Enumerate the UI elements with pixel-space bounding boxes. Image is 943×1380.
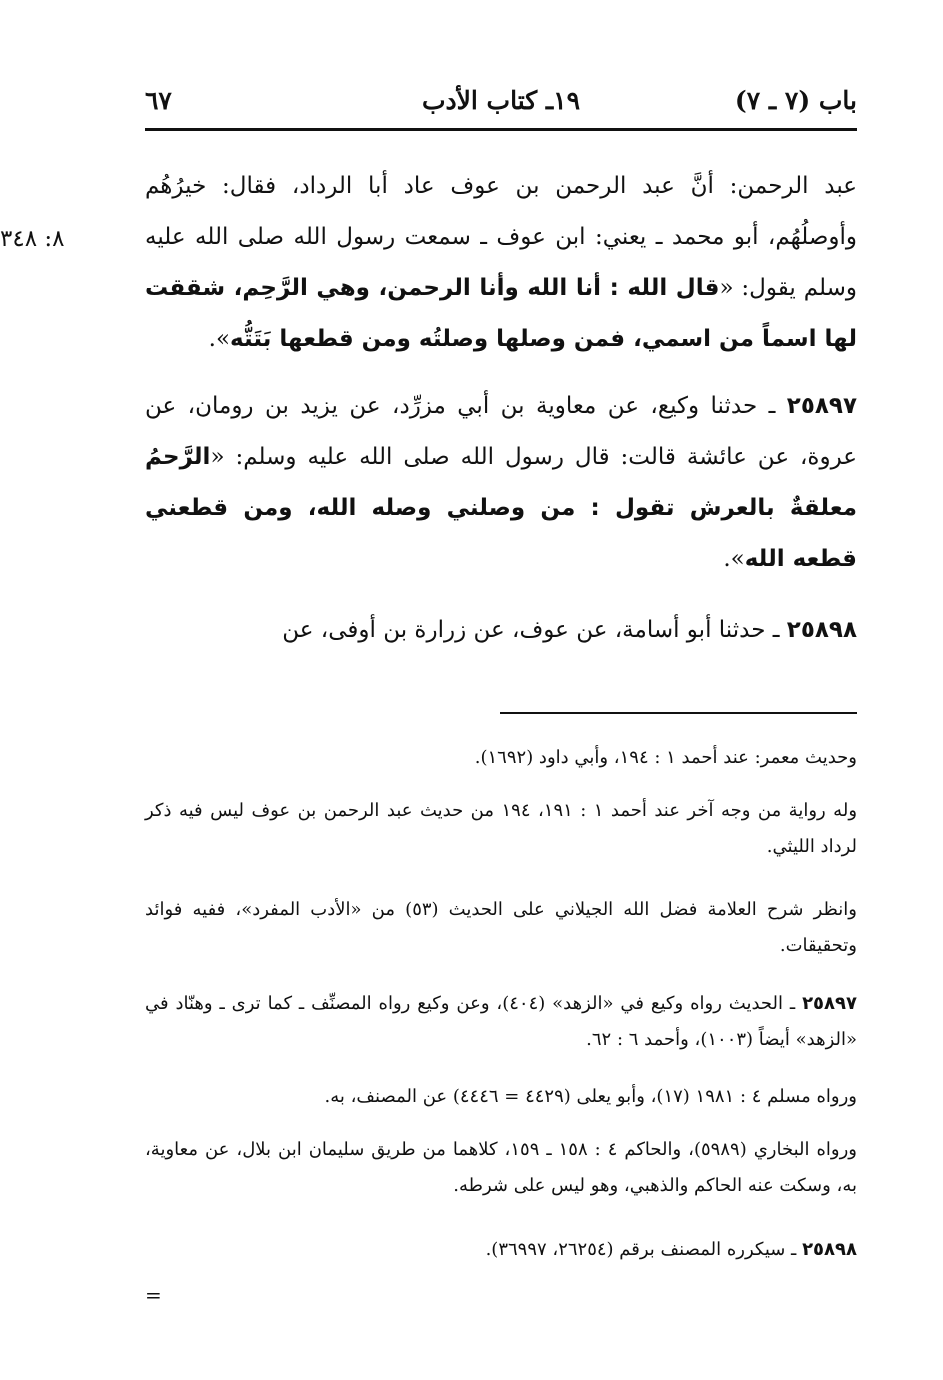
footnote-7 (145, 1232, 857, 1268)
narration-text: ـ حدثنا وكيع، عن معاوية بن أبي مزرِّد، عن يزيد بن رومان، عن عروة، عن عائشة قالت: قال رسول الله صلى الله عليه وسلم: « (145, 393, 857, 470)
chapter-reference: باب (٧ ـ ٧) (734, 86, 857, 115)
hadith-paragraph-1 (145, 161, 857, 365)
hadith-text: الرَّحمُ معلقةٌ بالعرش تقول : من وصلني وصله الله، ومن قطعني قطعه الله (145, 444, 857, 572)
footnote-text: ـ سيكرره المصنف برقم (٢٦٢٥٤، ٣٦٩٩٧). (485, 1239, 803, 1260)
narration-text: عبد الرحمن: أنَّ عبد الرحمن بن عوف عاد أبا الرداد، فقال: خيرُهُم وأوصلُهُم، أبو محمد ـ يعني: ابن عوف ـ سمعت رسول الله صلى الله عليه وسلم يقول: « (145, 173, 857, 301)
hadith-number: ٢٥٨٩٨ (786, 617, 857, 643)
footnote-hadith-number: ٢٥٨٩٧ (802, 993, 857, 1014)
narration-text: ـ حدثنا أبو أسامة، عن عوف، عن زرارة بن أوفى، عن (282, 617, 787, 643)
margin-reference: ٨: ٣٤٨ (0, 226, 65, 252)
hadith-text: قال الله : أنا الله وأنا الرحمن، وهي الرَّحِم، شققت لها اسماً من اسمي، فمن وصلها وصلتُه ومن قطعها بَتَتُّه (145, 275, 857, 352)
footnote-hadith-number: ٢٥٨٩٨ (802, 1239, 857, 1260)
book-title: ١٩ـ كتاب الأدب (421, 86, 581, 115)
hadith-paragraph-2 (145, 381, 857, 585)
page-header (145, 82, 857, 126)
footnote-1: وحديث معمر: عند أحمد ١ : ١٩٤، وأبي داود (١٦٩٢). (474, 747, 857, 768)
footnote-6: ورواه البخاري (٥٩٨٩)، والحاكم ٤ : ١٥٨ ـ ١٥٩، كلاهما من طريق سليمان ابن بلال، عن معاوية، به، وسكت عنه الحاكم والذهبي، وهو ليس على شرطه. (145, 1139, 857, 1196)
page-number: ٦٧ (145, 86, 172, 115)
footnote-divider (500, 712, 857, 714)
footnote-text: ـ الحديث رواه وكيع في «الزهد» (٤٠٤)، وعن وكيع رواه المصنِّف ـ كما ترى ـ وهنّاد في «الزهد» أيضاً (١٠٠٣)، وأحمد ٦ : ٦٢. (145, 993, 857, 1050)
hadith-number: ٢٥٨٩٧ (786, 393, 857, 419)
hadith-paragraph-3 (145, 605, 857, 656)
continuation-mark: = (145, 1283, 162, 1307)
footnote-3: وانظر شرح العلامة فضل الله الجيلاني على الحديث (٥٣) من «الأدب المفرد»، ففيه فوائد وتحقيقات. (145, 899, 857, 956)
header-rule (145, 128, 857, 131)
footnote-5: ورواه مسلم ٤ : ١٩٨١ (١٧)، وأبو يعلى (٤٤٢٩ = ٤٤٤٦) عن المصنف، به. (324, 1086, 857, 1107)
closing-quote: ». (208, 326, 231, 352)
footnote-4 (145, 986, 857, 1058)
closing-quote: ». (723, 546, 745, 572)
footnote-2: وله رواية من وجه آخر عند أحمد ١ : ١٩١، ١٩٤ من حديث عبد الرحمن بن عوف ليس فيه ذكر لرداد الليثي. (145, 800, 858, 857)
